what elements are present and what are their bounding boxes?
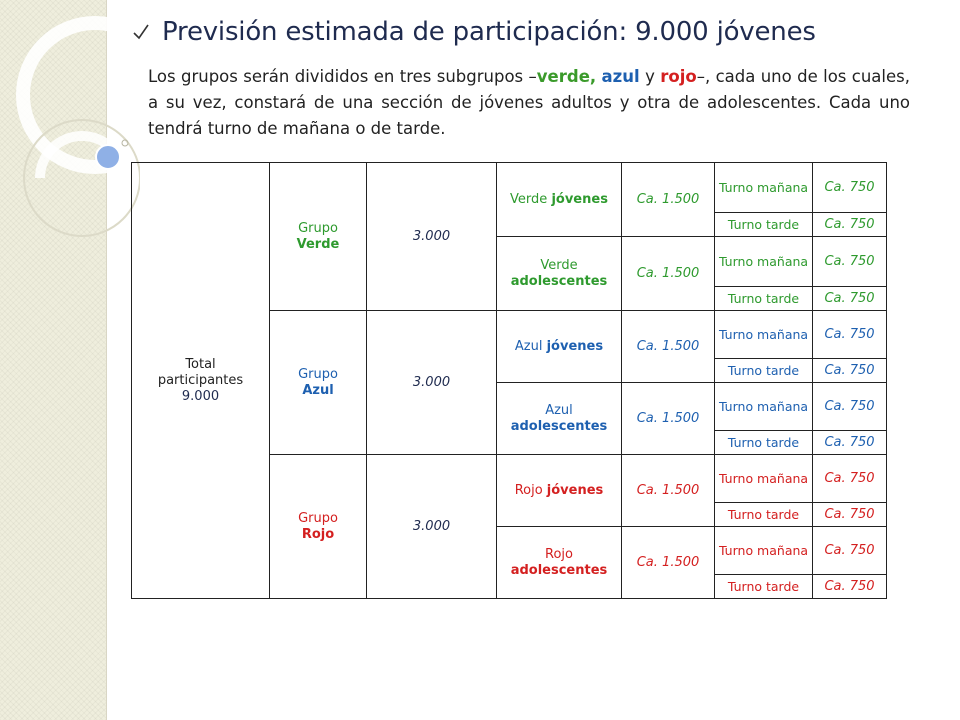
turno-name-cell: Turno tarde (715, 287, 813, 311)
turno-count-cell: Ca. 750 (813, 287, 887, 311)
participation-table (131, 162, 887, 599)
turno-count-cell: Ca. 750 (813, 359, 887, 383)
section-age-word: jóvenes (546, 482, 604, 498)
turno-count-cell: Ca. 750 (813, 237, 887, 287)
intro-word-rojo: rojo (660, 67, 697, 86)
grupo-total-cell: 3.000 (367, 455, 497, 599)
turno-name-cell: Turno mañana (715, 237, 813, 287)
turno-name-cell: Turno tarde (715, 575, 813, 599)
checkmark-bullet-icon (132, 22, 150, 42)
total-label: Total (185, 356, 216, 372)
turno-count-cell: Ca. 750 (813, 503, 887, 527)
grupo-azul-cell (270, 311, 367, 455)
section-color-word: Azul (545, 402, 573, 418)
section-label-cell (497, 311, 622, 383)
section-age-word: adolescentes (510, 418, 608, 434)
section-label-cell (497, 163, 622, 237)
section-age-word: jóvenes (546, 338, 604, 354)
turno-name-cell: Turno mañana (715, 527, 813, 575)
section-age-word: adolescentes (510, 273, 608, 289)
section-label-cell (497, 527, 622, 599)
section-color-word: Rojo (545, 546, 573, 562)
turno-name-cell: Turno tarde (715, 359, 813, 383)
section-color-word: Rojo (514, 482, 547, 498)
intro-text-end: –, cada uno de los cuales, a su vez, constará de una sección de jóvenes adultos y otra de adolescentes. Cada uno tendrá turno de mañana o de tarde. (148, 67, 910, 138)
grupo-word: Grupo (298, 510, 338, 526)
section-count-cell: Ca. 1.500 (622, 163, 715, 237)
slide-title: Previsión estimada de participación: 9.000 jóvenes (162, 17, 816, 47)
turno-name-cell: Turno mañana (715, 163, 813, 213)
turno-count-cell: Ca. 750 (813, 311, 887, 359)
grupo-name: Azul (302, 382, 334, 398)
section-count-cell: Ca. 1.500 (622, 237, 715, 311)
decorative-circles-graphic (0, 0, 140, 300)
turno-name-cell: Turno mañana (715, 383, 813, 431)
turno-count-cell: Ca. 750 (813, 455, 887, 503)
total-participants-cell (132, 163, 270, 599)
intro-text-start: Los grupos serán divididos en tres subgrupos – (148, 67, 537, 86)
table-row (132, 163, 887, 213)
slide-title-row (132, 12, 816, 52)
section-color-word: Verde (540, 257, 578, 273)
section-count-cell: Ca. 1.500 (622, 455, 715, 527)
section-label-cell (497, 383, 622, 455)
grupo-name: Verde (296, 236, 340, 252)
turno-name-cell: Turno tarde (715, 503, 813, 527)
total-value: 9.000 (181, 388, 220, 404)
turno-count-cell: Ca. 750 (813, 431, 887, 455)
turno-count-cell: Ca. 750 (813, 163, 887, 213)
grupo-name: Rojo (301, 526, 335, 542)
grupo-rojo-cell (270, 455, 367, 599)
turno-count-cell: Ca. 750 (813, 527, 887, 575)
grupo-total-cell: 3.000 (367, 163, 497, 311)
grupo-total-cell: 3.000 (367, 311, 497, 455)
grupo-word: Grupo (298, 220, 338, 236)
section-label-cell (497, 455, 622, 527)
intro-word-azul: azul (601, 67, 640, 86)
section-count-cell: Ca. 1.500 (622, 311, 715, 383)
turno-count-cell: Ca. 750 (813, 575, 887, 599)
section-age-word: jóvenes (551, 191, 608, 207)
section-color-word: Azul (514, 338, 547, 354)
turno-name-cell: Turno tarde (715, 213, 813, 237)
grupo-word: Grupo (298, 366, 338, 382)
section-color-word: Verde (510, 191, 552, 207)
turno-name-cell: Turno tarde (715, 431, 813, 455)
grupo-verde-cell (270, 163, 367, 311)
turno-count-cell: Ca. 750 (813, 213, 887, 237)
intro-word-verde: verde, (536, 67, 597, 86)
turno-count-cell: Ca. 750 (813, 383, 887, 431)
intro-conjunction: y (639, 67, 661, 86)
section-count-cell: Ca. 1.500 (622, 527, 715, 599)
intro-paragraph (148, 64, 910, 142)
section-label-cell (497, 237, 622, 311)
turno-name-cell: Turno mañana (715, 311, 813, 359)
total-label-participantes: participantes (157, 372, 244, 388)
section-count-cell: Ca. 1.500 (622, 383, 715, 455)
turno-name-cell: Turno mañana (715, 455, 813, 503)
section-age-word: adolescentes (510, 562, 608, 578)
